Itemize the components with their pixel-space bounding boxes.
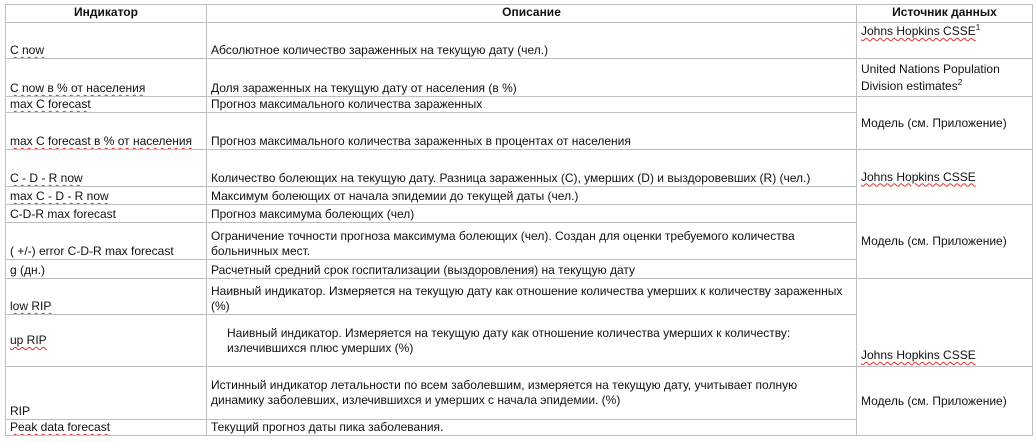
- indicator-cell: C - D - R now: [6, 150, 207, 187]
- description-cell: Наивный индикатор. Измеряется на текущую дату как отношение количества умерших к количеству: излечившихся плюс умерших (%): [207, 315, 857, 367]
- description-cell: Расчетный средний срок госпитализации (выздоровления) на текущую дату: [207, 260, 857, 279]
- description-cell: Ограничение точности прогноза максимума болеющих (чел). Создан для оценки требуемого количества больничных мест.: [207, 223, 857, 260]
- indicator-cell: g (дн.): [6, 260, 207, 279]
- indicator-cell: max C forecast в % от населения: [6, 113, 207, 150]
- description-cell: Прогноз максимума болеющих (чел): [207, 205, 857, 223]
- header-description: Описание: [207, 5, 857, 23]
- indicator-cell: RIP: [6, 367, 207, 420]
- description-cell: Прогноз максимального количества зараженных в процентах от населения: [207, 113, 857, 150]
- table-header-row: [6, 5, 1033, 23]
- source-model: Модель (см. Приложение): [861, 234, 1007, 248]
- source-jhu: Johns Hopkins CSSE: [861, 24, 976, 38]
- source-jhu: Johns Hopkins CSSE: [861, 348, 976, 362]
- source-un: United Nations Population Division estimates: [861, 61, 1000, 93]
- indicator-cell: max C - D - R now: [6, 187, 207, 205]
- table-row: [6, 59, 1033, 97]
- description-cell: Наивный индикатор. Измеряется на текущую дату как отношение количества умерших к количеству зараженных (%): [207, 279, 857, 315]
- description-cell: Максимум болеющих от начала эпидемии до текущей даты (чел.): [207, 187, 857, 205]
- indicators-table: [5, 4, 1033, 436]
- description-cell: Абсолютное количество зараженных на текущую дату (чел.): [207, 23, 857, 59]
- indicator-cell: low RIP: [6, 279, 207, 315]
- source-cell: [857, 97, 1033, 150]
- footnote-mark: 1: [975, 23, 981, 32]
- footnote-mark: 2: [957, 77, 963, 87]
- table-row: [6, 279, 1033, 315]
- indicator-cell: Peak data forecast: [6, 420, 207, 436]
- header-source: Источник данных: [857, 5, 1033, 23]
- source-model: Модель (см. Приложение): [861, 393, 1007, 408]
- source-model: Модель (см. Приложение): [861, 115, 1007, 130]
- description-cell: Истинный индикатор летальности по всем заболевшим, измеряется на текущую дату, учитывает полную динамику заболевших, излечившихся и умерших с начала эпидемии. (%): [207, 367, 857, 420]
- description-cell: Доля зараженных на текущую дату от населения (в %): [207, 59, 857, 97]
- source-cell: [857, 205, 1033, 279]
- source-cell: [857, 367, 1033, 436]
- description-cell: Прогноз максимального количества зараженных: [207, 97, 857, 113]
- source-cell: [857, 279, 1033, 367]
- header-indicator: Индикатор: [6, 5, 207, 23]
- table-row: [6, 367, 1033, 420]
- indicator-cell: C now: [6, 23, 207, 59]
- indicator-cell: max C forecast: [6, 97, 207, 113]
- table-row: [6, 97, 1033, 113]
- source-cell: [857, 59, 1033, 97]
- indicator-cell: ( +/-) error C-D-R max forecast: [6, 223, 207, 260]
- table-row: [6, 205, 1033, 223]
- source-jhu: Johns Hopkins CSSE: [861, 169, 976, 184]
- description-cell: Текущий прогноз даты пика заболевания.: [207, 420, 857, 436]
- indicator-cell: C now в % от населения: [6, 59, 207, 97]
- description-cell: Количество болеющих на текущую дату. Разница зараженных (C), умерших (D) и выздоровевших (R) (чел.): [207, 150, 857, 187]
- indicator-cell: C-D-R max forecast: [6, 205, 207, 223]
- table-row: [6, 23, 1033, 59]
- indicator-cell: up RIP: [6, 315, 207, 367]
- source-cell: [857, 23, 1033, 59]
- source-cell: [857, 150, 1033, 205]
- table-row: [6, 150, 1033, 187]
